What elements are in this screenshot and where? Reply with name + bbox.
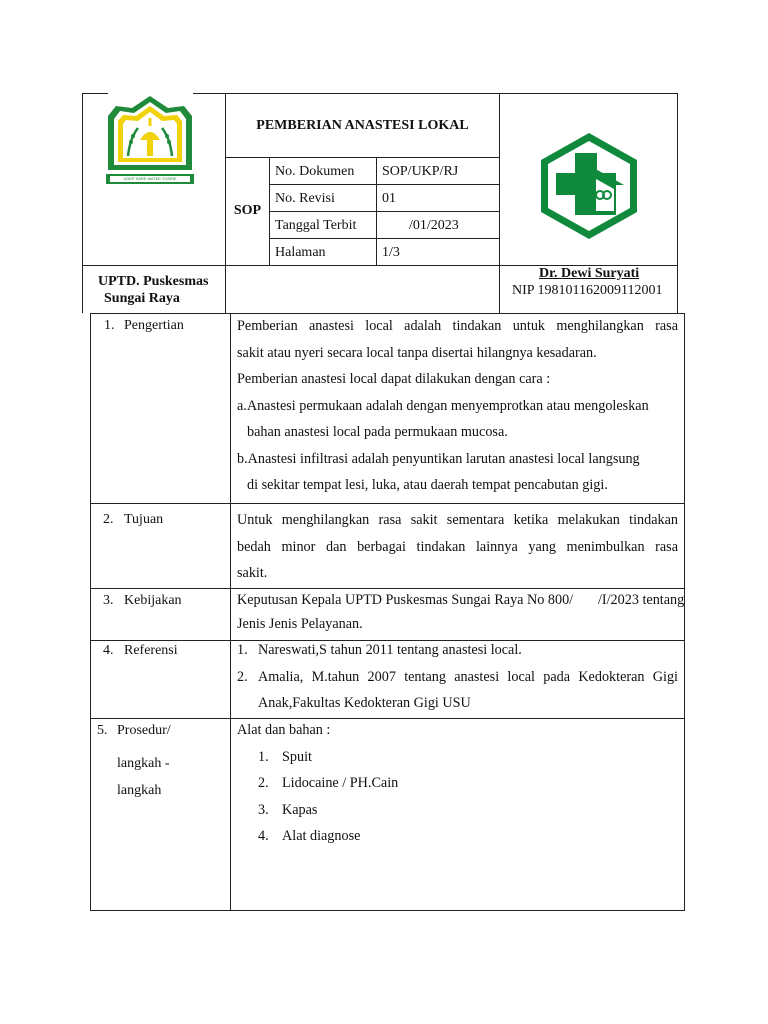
section-4-number: 4. <box>103 643 114 658</box>
text-line: Keputusan Kepala UPTD Puskesmas Sungai Raya No 800/ /I/2023 tentang <box>237 592 685 608</box>
list-item-text: Nareswati,S tahun 2011 tentang anastesi local. <box>258 642 522 658</box>
text-line: Pemberian anastesi local adalah tindakan untuk menghilangkan rasa <box>237 318 678 334</box>
section-1-number: 1. <box>104 318 115 333</box>
list-item <box>237 637 678 664</box>
list-item-text: Lidocaine / PH.Cain <box>282 775 399 791</box>
meta-value-no-dokumen: SOP/UKP/RJ <box>382 164 459 179</box>
list-item-number: 3. <box>258 801 269 818</box>
section-5-label-line2: langkah - <box>117 756 170 771</box>
text-line: b.Anastesi infiltrasi adalah penyuntikan larutan anastesi local langsung <box>237 450 640 467</box>
section-1-label: Pengertian <box>124 318 184 333</box>
section-3-number: 3. <box>103 593 114 608</box>
text-line: Pemberian anastesi local dapat dilakukan dengan cara : <box>237 371 551 387</box>
section-5-label-line1: Prosedur/ <box>117 723 171 738</box>
section-5-label-line3: langkah <box>117 783 162 798</box>
list-item <box>237 744 678 771</box>
section-2-number: 2. <box>103 512 114 527</box>
text-line: Anak,Fakultas Kedokteran Gigi USU <box>258 695 471 711</box>
section-2-content <box>237 507 678 587</box>
section-4-content <box>237 637 678 717</box>
section-5-number: 5. <box>97 723 108 738</box>
sop-label: SOP <box>233 203 262 218</box>
meta-value-no-revisi: 01 <box>382 191 396 206</box>
list-item <box>237 664 678 691</box>
section-3-content <box>237 588 685 636</box>
section-2-label: Tujuan <box>124 512 164 527</box>
text-line: sakit atau nyeri secara local tanpa disertai hilangnya kesadaran. <box>237 344 597 361</box>
text-line: a.Anastesi permukaan adalah dengan menyemprotkan atau mengoleskan <box>237 397 649 414</box>
list-item-text: Amalia, M.tahun 2007 tentang anastesi local pada Kedokteran Gigi <box>258 668 678 685</box>
text-line: Untuk menghilangkan rasa sakit sementara ketika melakukan tindakan <box>237 512 678 528</box>
list-item-number: 4. <box>258 828 269 844</box>
list-item-text: Spuit <box>282 748 312 765</box>
list-item-number: 1. <box>237 642 248 658</box>
text-line: bedah minor dan berbagai tindakan lainnya yang menimbulkan rasa <box>237 538 678 555</box>
meta-value-halaman: 1/3 <box>382 245 400 260</box>
list-item <box>237 797 678 824</box>
org-name-line2: Sungai Raya <box>104 291 180 306</box>
text-line: di sekitar tempat lesi, luka, atau daerah tempat pencabutan gigi. <box>247 477 608 493</box>
document-title: PEMBERIAN ANASTESI LOKAL <box>256 118 469 133</box>
text-line: Alat dan bahan : <box>237 722 331 738</box>
emblem-caption: UDEP SARE MATEE SYARIE <box>123 176 177 181</box>
meta-label-halaman: Halaman <box>275 245 326 260</box>
meta-label-no-dokumen: No. Dokumen <box>275 164 355 179</box>
list-item-number: 1. <box>258 748 269 765</box>
list-item <box>237 823 678 850</box>
section-4-label: Referensi <box>124 643 178 658</box>
meta-label-no-revisi: No. Revisi <box>275 191 335 206</box>
text-line: Jenis Jenis Pelayanan. <box>237 616 363 632</box>
list-item-text: Alat diagnose <box>282 828 361 844</box>
regency-emblem-logo <box>104 94 196 188</box>
section-1-content <box>237 313 678 499</box>
text-line: sakit. <box>237 565 268 581</box>
list-item <box>237 770 678 797</box>
signer-name: Dr. Dewi Suryati <box>539 266 640 281</box>
list-item-number: 2. <box>258 775 269 791</box>
section-3-label: Kebijakan <box>124 593 182 608</box>
text-line: bahan anastesi local pada permukaan mucosa. <box>247 424 508 440</box>
meta-label-tanggal-terbit: Tanggal Terbit <box>275 218 357 233</box>
list-item-number: 2. <box>237 668 248 685</box>
section-5-content <box>237 717 678 850</box>
meta-value-tanggal-terbit: /01/2023 <box>409 218 459 233</box>
list-item-text: Kapas <box>282 801 318 818</box>
signer-nip: NIP 198101162009112001 <box>512 283 663 298</box>
org-name-line1: UPTD. Puskesmas <box>98 274 209 289</box>
puskesmas-logo <box>536 131 642 241</box>
